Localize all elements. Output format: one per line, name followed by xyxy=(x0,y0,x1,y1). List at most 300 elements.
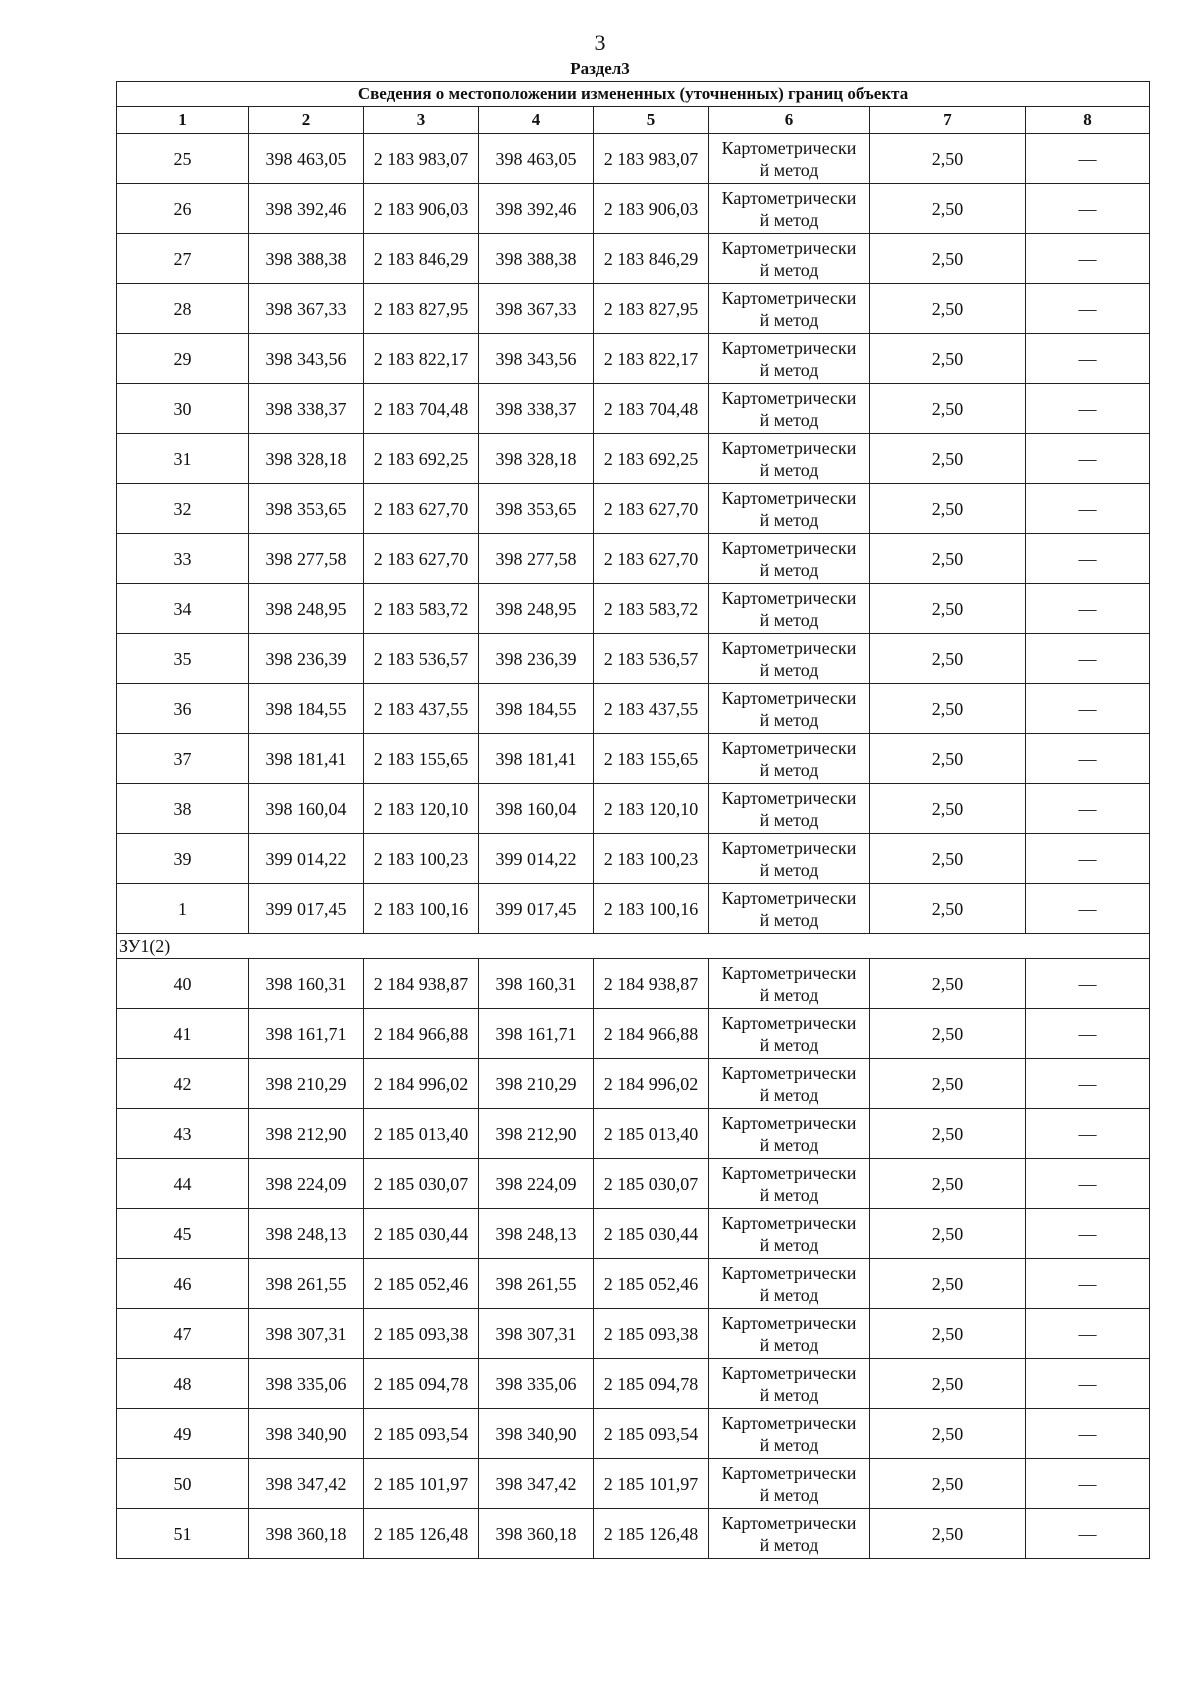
method-text-line1: Картометрически xyxy=(721,487,857,508)
y-existing-cell: 2 185 126,48 xyxy=(364,1509,479,1559)
y-existing-cell: 2 185 093,38 xyxy=(364,1309,479,1359)
point-number-cell: 26 xyxy=(117,184,249,234)
x-existing-cell: 398 277,58 xyxy=(249,534,364,584)
x-new-cell: 398 261,55 xyxy=(479,1259,594,1309)
description-cell: — xyxy=(1026,1109,1150,1159)
table-row xyxy=(117,684,1150,734)
method-text-line1: Картометрически xyxy=(721,587,857,608)
x-new-cell: 398 388,38 xyxy=(479,234,594,284)
column-header: 1 xyxy=(117,107,249,134)
y-new-cell: 2 185 094,78 xyxy=(594,1359,709,1409)
x-existing-cell: 398 224,09 xyxy=(249,1159,364,1209)
x-new-cell: 398 367,33 xyxy=(479,284,594,334)
method-text-line1: Картометрически xyxy=(721,1412,857,1433)
column-header: 4 xyxy=(479,107,594,134)
y-existing-cell: 2 185 093,54 xyxy=(364,1409,479,1459)
method-text-line2: й метод xyxy=(759,1084,819,1105)
y-existing-cell: 2 183 822,17 xyxy=(364,334,479,384)
method-cell xyxy=(709,1109,870,1159)
y-new-cell: 2 183 583,72 xyxy=(594,584,709,634)
x-existing-cell: 399 017,45 xyxy=(249,884,364,934)
x-existing-cell: 398 340,90 xyxy=(249,1409,364,1459)
table-row xyxy=(117,1309,1150,1359)
precision-cell: 2,50 xyxy=(870,1259,1026,1309)
method-cell xyxy=(709,834,870,884)
table-row xyxy=(117,584,1150,634)
y-existing-cell: 2 183 120,10 xyxy=(364,784,479,834)
table-row xyxy=(117,1009,1150,1059)
precision-cell: 2,50 xyxy=(870,959,1026,1009)
method-text-line2: й метод xyxy=(759,1334,819,1355)
method-text-line2: й метод xyxy=(759,609,819,630)
x-new-cell: 398 160,04 xyxy=(479,784,594,834)
method-cell xyxy=(709,1509,870,1559)
y-new-cell: 2 183 704,48 xyxy=(594,384,709,434)
point-number-cell: 27 xyxy=(117,234,249,284)
method-cell xyxy=(709,234,870,284)
x-existing-cell: 398 210,29 xyxy=(249,1059,364,1109)
x-existing-cell: 398 236,39 xyxy=(249,634,364,684)
method-text-line1: Картометрически xyxy=(721,1312,857,1333)
x-new-cell: 398 338,37 xyxy=(479,384,594,434)
column-header: 6 xyxy=(709,107,870,134)
method-text-line1: Картометрически xyxy=(721,1362,857,1383)
method-text-line2: й метод xyxy=(759,559,819,580)
y-new-cell: 2 184 996,02 xyxy=(594,1059,709,1109)
point-number-cell: 41 xyxy=(117,1009,249,1059)
method-text-line2: й метод xyxy=(759,459,819,480)
method-text-line2: й метод xyxy=(759,159,819,180)
point-number-cell: 25 xyxy=(117,134,249,184)
method-text-line1: Картометрически xyxy=(721,787,857,808)
x-new-cell: 398 340,90 xyxy=(479,1409,594,1459)
method-text-line1: Картометрически xyxy=(721,387,857,408)
description-cell: — xyxy=(1026,834,1150,884)
precision-cell: 2,50 xyxy=(870,284,1026,334)
method-text-line1: Картометрически xyxy=(721,1112,857,1133)
method-cell xyxy=(709,284,870,334)
point-number-cell: 49 xyxy=(117,1409,249,1459)
point-number-cell: 44 xyxy=(117,1159,249,1209)
description-cell: — xyxy=(1026,734,1150,784)
method-cell xyxy=(709,134,870,184)
y-existing-cell: 2 183 100,23 xyxy=(364,834,479,884)
table-row xyxy=(117,1359,1150,1409)
description-cell: — xyxy=(1026,484,1150,534)
column-header: 5 xyxy=(594,107,709,134)
x-existing-cell: 398 184,55 xyxy=(249,684,364,734)
x-new-cell: 398 277,58 xyxy=(479,534,594,584)
method-text-line2: й метод xyxy=(759,1034,819,1055)
method-text-line1: Картометрически xyxy=(721,637,857,658)
precision-cell: 2,50 xyxy=(870,684,1026,734)
y-existing-cell: 2 183 100,16 xyxy=(364,884,479,934)
method-text-line1: Картометрически xyxy=(721,837,857,858)
method-text-line1: Картометрически xyxy=(721,1462,857,1483)
point-number-cell: 35 xyxy=(117,634,249,684)
method-text-line2: й метод xyxy=(759,359,819,380)
y-existing-cell: 2 183 692,25 xyxy=(364,434,479,484)
method-cell xyxy=(709,959,870,1009)
y-existing-cell: 2 185 030,44 xyxy=(364,1209,479,1259)
precision-cell: 2,50 xyxy=(870,434,1026,484)
description-cell: — xyxy=(1026,959,1150,1009)
description-cell: — xyxy=(1026,1509,1150,1559)
point-number-cell: 37 xyxy=(117,734,249,784)
y-existing-cell: 2 185 101,97 xyxy=(364,1459,479,1509)
y-new-cell: 2 185 101,97 xyxy=(594,1459,709,1509)
table-row xyxy=(117,1409,1150,1459)
method-text-line2: й метод xyxy=(759,409,819,430)
x-existing-cell: 398 307,31 xyxy=(249,1309,364,1359)
y-new-cell: 2 185 093,38 xyxy=(594,1309,709,1359)
y-existing-cell: 2 184 996,02 xyxy=(364,1059,479,1109)
point-number-cell: 42 xyxy=(117,1059,249,1109)
x-new-cell: 398 248,95 xyxy=(479,584,594,634)
table-row xyxy=(117,184,1150,234)
x-new-cell: 398 343,56 xyxy=(479,334,594,384)
y-existing-cell: 2 183 827,95 xyxy=(364,284,479,334)
description-cell: — xyxy=(1026,434,1150,484)
x-new-cell: 398 353,65 xyxy=(479,484,594,534)
table-row xyxy=(117,484,1150,534)
y-existing-cell: 2 183 155,65 xyxy=(364,734,479,784)
method-cell xyxy=(709,1309,870,1359)
method-text-line2: й метод xyxy=(759,1134,819,1155)
method-cell xyxy=(709,1259,870,1309)
description-cell: — xyxy=(1026,334,1150,384)
coordinates-table xyxy=(116,81,1150,1559)
precision-cell: 2,50 xyxy=(870,534,1026,584)
table-row xyxy=(117,834,1150,884)
method-text-line1: Картометрически xyxy=(721,337,857,358)
point-number-cell: 40 xyxy=(117,959,249,1009)
method-cell xyxy=(709,684,870,734)
method-text-line1: Картометрически xyxy=(721,237,857,258)
description-cell: — xyxy=(1026,784,1150,834)
y-existing-cell: 2 183 906,03 xyxy=(364,184,479,234)
method-text-line2: й метод xyxy=(759,909,819,930)
method-cell xyxy=(709,734,870,784)
y-existing-cell: 2 183 846,29 xyxy=(364,234,479,284)
method-text-line1: Картометрически xyxy=(721,1262,857,1283)
method-text-line2: й метод xyxy=(759,1184,819,1205)
method-text-line1: Картометрически xyxy=(721,1062,857,1083)
y-new-cell: 2 183 692,25 xyxy=(594,434,709,484)
x-new-cell: 398 463,05 xyxy=(479,134,594,184)
x-new-cell: 399 014,22 xyxy=(479,834,594,884)
precision-cell: 2,50 xyxy=(870,1459,1026,1509)
y-existing-cell: 2 183 627,70 xyxy=(364,484,479,534)
y-new-cell: 2 185 030,07 xyxy=(594,1159,709,1209)
point-number-cell: 36 xyxy=(117,684,249,734)
method-cell xyxy=(709,384,870,434)
table-row xyxy=(117,1459,1150,1509)
group-label: ЗУ1(2) xyxy=(117,934,1150,959)
column-header: 7 xyxy=(870,107,1026,134)
point-number-cell: 47 xyxy=(117,1309,249,1359)
table-row xyxy=(117,1209,1150,1259)
point-number-cell: 39 xyxy=(117,834,249,884)
method-cell xyxy=(709,184,870,234)
column-header: 8 xyxy=(1026,107,1150,134)
method-text-line1: Картометрически xyxy=(721,887,857,908)
point-number-cell: 48 xyxy=(117,1359,249,1409)
x-new-cell: 398 181,41 xyxy=(479,734,594,784)
precision-cell: 2,50 xyxy=(870,834,1026,884)
x-new-cell: 398 236,39 xyxy=(479,634,594,684)
precision-cell: 2,50 xyxy=(870,1059,1026,1109)
method-text-line1: Картометрически xyxy=(721,537,857,558)
precision-cell: 2,50 xyxy=(870,384,1026,434)
method-cell xyxy=(709,334,870,384)
table-row xyxy=(117,1059,1150,1109)
x-existing-cell: 398 392,46 xyxy=(249,184,364,234)
y-new-cell: 2 183 536,57 xyxy=(594,634,709,684)
method-cell xyxy=(709,784,870,834)
table-caption: Сведения о местоположении измененных (уточненных) границ объекта xyxy=(117,82,1150,107)
method-text-line1: Картометрически xyxy=(721,437,857,458)
x-existing-cell: 398 248,13 xyxy=(249,1209,364,1259)
y-new-cell: 2 185 126,48 xyxy=(594,1509,709,1559)
method-text-line2: й метод xyxy=(759,509,819,530)
point-number-cell: 31 xyxy=(117,434,249,484)
precision-cell: 2,50 xyxy=(870,734,1026,784)
column-header: 2 xyxy=(249,107,364,134)
x-new-cell: 398 328,18 xyxy=(479,434,594,484)
table-row xyxy=(117,434,1150,484)
method-text-line1: Картометрически xyxy=(721,1512,857,1533)
table-row xyxy=(117,1109,1150,1159)
table-row xyxy=(117,134,1150,184)
precision-cell: 2,50 xyxy=(870,634,1026,684)
method-cell xyxy=(709,484,870,534)
method-text-line1: Картометрически xyxy=(721,137,857,158)
table-row xyxy=(117,959,1150,1009)
table-row xyxy=(117,634,1150,684)
x-existing-cell: 398 338,37 xyxy=(249,384,364,434)
precision-cell: 2,50 xyxy=(870,1509,1026,1559)
description-cell: — xyxy=(1026,184,1150,234)
y-existing-cell: 2 185 052,46 xyxy=(364,1259,479,1309)
table-row xyxy=(117,334,1150,384)
method-text-line2: й метод xyxy=(759,1284,819,1305)
method-cell xyxy=(709,534,870,584)
precision-cell: 2,50 xyxy=(870,484,1026,534)
y-new-cell: 2 185 013,40 xyxy=(594,1109,709,1159)
y-new-cell: 2 183 627,70 xyxy=(594,484,709,534)
y-existing-cell: 2 183 704,48 xyxy=(364,384,479,434)
x-new-cell: 398 224,09 xyxy=(479,1159,594,1209)
y-existing-cell: 2 185 094,78 xyxy=(364,1359,479,1409)
method-cell xyxy=(709,584,870,634)
x-existing-cell: 398 463,05 xyxy=(249,134,364,184)
method-text-line2: й метод xyxy=(759,1434,819,1455)
y-new-cell: 2 183 846,29 xyxy=(594,234,709,284)
method-cell xyxy=(709,634,870,684)
description-cell: — xyxy=(1026,534,1150,584)
point-number-cell: 30 xyxy=(117,384,249,434)
method-cell xyxy=(709,1009,870,1059)
table-body xyxy=(117,134,1150,1559)
method-text-line2: й метод xyxy=(759,859,819,880)
x-new-cell: 399 017,45 xyxy=(479,884,594,934)
y-existing-cell: 2 183 983,07 xyxy=(364,134,479,184)
x-existing-cell: 398 261,55 xyxy=(249,1259,364,1309)
x-existing-cell: 398 248,95 xyxy=(249,584,364,634)
x-new-cell: 398 212,90 xyxy=(479,1109,594,1159)
description-cell: — xyxy=(1026,1309,1150,1359)
method-cell xyxy=(709,1209,870,1259)
point-number-cell: 46 xyxy=(117,1259,249,1309)
description-cell: — xyxy=(1026,234,1150,284)
description-cell: — xyxy=(1026,1159,1150,1209)
point-number-cell: 1 xyxy=(117,884,249,934)
table-row xyxy=(117,1159,1150,1209)
x-new-cell: 398 392,46 xyxy=(479,184,594,234)
precision-cell: 2,50 xyxy=(870,234,1026,284)
method-cell xyxy=(709,1359,870,1409)
x-existing-cell: 398 335,06 xyxy=(249,1359,364,1409)
method-text-line1: Картометрически xyxy=(721,187,857,208)
y-existing-cell: 2 183 627,70 xyxy=(364,534,479,584)
y-existing-cell: 2 183 583,72 xyxy=(364,584,479,634)
description-cell: — xyxy=(1026,684,1150,734)
table-row xyxy=(117,784,1150,834)
x-existing-cell: 398 212,90 xyxy=(249,1109,364,1159)
y-new-cell: 2 183 627,70 xyxy=(594,534,709,584)
precision-cell: 2,50 xyxy=(870,1309,1026,1359)
precision-cell: 2,50 xyxy=(870,334,1026,384)
method-text-line1: Картометрически xyxy=(721,1162,857,1183)
y-existing-cell: 2 184 966,88 xyxy=(364,1009,479,1059)
table-row xyxy=(117,1509,1150,1559)
x-new-cell: 398 248,13 xyxy=(479,1209,594,1259)
y-existing-cell: 2 184 938,87 xyxy=(364,959,479,1009)
description-cell: — xyxy=(1026,634,1150,684)
description-cell: — xyxy=(1026,1459,1150,1509)
point-number-cell: 38 xyxy=(117,784,249,834)
description-cell: — xyxy=(1026,1009,1150,1059)
method-text-line2: й метод xyxy=(759,1484,819,1505)
precision-cell: 2,50 xyxy=(870,184,1026,234)
x-new-cell: 398 307,31 xyxy=(479,1309,594,1359)
y-existing-cell: 2 183 536,57 xyxy=(364,634,479,684)
x-existing-cell: 399 014,22 xyxy=(249,834,364,884)
y-new-cell: 2 183 100,16 xyxy=(594,884,709,934)
description-cell: — xyxy=(1026,584,1150,634)
x-new-cell: 398 210,29 xyxy=(479,1059,594,1109)
description-cell: — xyxy=(1026,134,1150,184)
y-existing-cell: 2 185 013,40 xyxy=(364,1109,479,1159)
x-existing-cell: 398 367,33 xyxy=(249,284,364,334)
precision-cell: 2,50 xyxy=(870,1409,1026,1459)
y-new-cell: 2 185 093,54 xyxy=(594,1409,709,1459)
y-new-cell: 2 183 983,07 xyxy=(594,134,709,184)
table-row xyxy=(117,884,1150,934)
y-new-cell: 2 183 822,17 xyxy=(594,334,709,384)
method-text-line2: й метод xyxy=(759,1384,819,1405)
method-text-line1: Картометрически xyxy=(721,1212,857,1233)
method-cell xyxy=(709,434,870,484)
point-number-cell: 51 xyxy=(117,1509,249,1559)
x-existing-cell: 398 328,18 xyxy=(249,434,364,484)
description-cell: — xyxy=(1026,1209,1150,1259)
x-existing-cell: 398 388,38 xyxy=(249,234,364,284)
point-number-cell: 32 xyxy=(117,484,249,534)
x-new-cell: 398 184,55 xyxy=(479,684,594,734)
y-new-cell: 2 185 052,46 xyxy=(594,1259,709,1309)
method-text-line2: й метод xyxy=(759,984,819,1005)
point-number-cell: 50 xyxy=(117,1459,249,1509)
method-cell xyxy=(709,1409,870,1459)
y-new-cell: 2 184 966,88 xyxy=(594,1009,709,1059)
x-existing-cell: 398 160,04 xyxy=(249,784,364,834)
column-header: 3 xyxy=(364,107,479,134)
y-new-cell: 2 184 938,87 xyxy=(594,959,709,1009)
method-text-line2: й метод xyxy=(759,759,819,780)
x-existing-cell: 398 347,42 xyxy=(249,1459,364,1509)
method-text-line2: й метод xyxy=(759,1534,819,1555)
x-existing-cell: 398 161,71 xyxy=(249,1009,364,1059)
precision-cell: 2,50 xyxy=(870,1159,1026,1209)
point-number-cell: 34 xyxy=(117,584,249,634)
y-new-cell: 2 183 906,03 xyxy=(594,184,709,234)
description-cell: — xyxy=(1026,884,1150,934)
description-cell: — xyxy=(1026,1359,1150,1409)
precision-cell: 2,50 xyxy=(870,134,1026,184)
x-new-cell: 398 335,06 xyxy=(479,1359,594,1409)
point-number-cell: 28 xyxy=(117,284,249,334)
method-text-line1: Картометрически xyxy=(721,1012,857,1033)
table-row xyxy=(117,1259,1150,1309)
method-cell xyxy=(709,1459,870,1509)
x-new-cell: 398 160,31 xyxy=(479,959,594,1009)
section-title: Раздел3 xyxy=(570,59,630,78)
y-new-cell: 2 183 155,65 xyxy=(594,734,709,784)
method-text-line1: Картометрически xyxy=(721,962,857,983)
y-new-cell: 2 183 100,23 xyxy=(594,834,709,884)
point-number-cell: 45 xyxy=(117,1209,249,1259)
y-new-cell: 2 183 120,10 xyxy=(594,784,709,834)
table-row xyxy=(117,384,1150,434)
precision-cell: 2,50 xyxy=(870,1009,1026,1059)
point-number-cell: 33 xyxy=(117,534,249,584)
method-cell xyxy=(709,1059,870,1109)
point-number-cell: 43 xyxy=(117,1109,249,1159)
precision-cell: 2,50 xyxy=(870,784,1026,834)
method-cell xyxy=(709,1159,870,1209)
y-existing-cell: 2 183 437,55 xyxy=(364,684,479,734)
precision-cell: 2,50 xyxy=(870,1359,1026,1409)
method-text-line1: Картометрически xyxy=(721,737,857,758)
method-text-line2: й метод xyxy=(759,809,819,830)
description-cell: — xyxy=(1026,1059,1150,1109)
y-new-cell: 2 185 030,44 xyxy=(594,1209,709,1259)
description-cell: — xyxy=(1026,284,1150,334)
y-new-cell: 2 183 437,55 xyxy=(594,684,709,734)
method-text-line2: й метод xyxy=(759,309,819,330)
method-text-line2: й метод xyxy=(759,709,819,730)
precision-cell: 2,50 xyxy=(870,884,1026,934)
description-cell: — xyxy=(1026,384,1150,434)
x-existing-cell: 398 160,31 xyxy=(249,959,364,1009)
description-cell: — xyxy=(1026,1259,1150,1309)
x-new-cell: 398 161,71 xyxy=(479,1009,594,1059)
method-text-line2: й метод xyxy=(759,259,819,280)
table-row xyxy=(117,284,1150,334)
table-row xyxy=(117,234,1150,284)
